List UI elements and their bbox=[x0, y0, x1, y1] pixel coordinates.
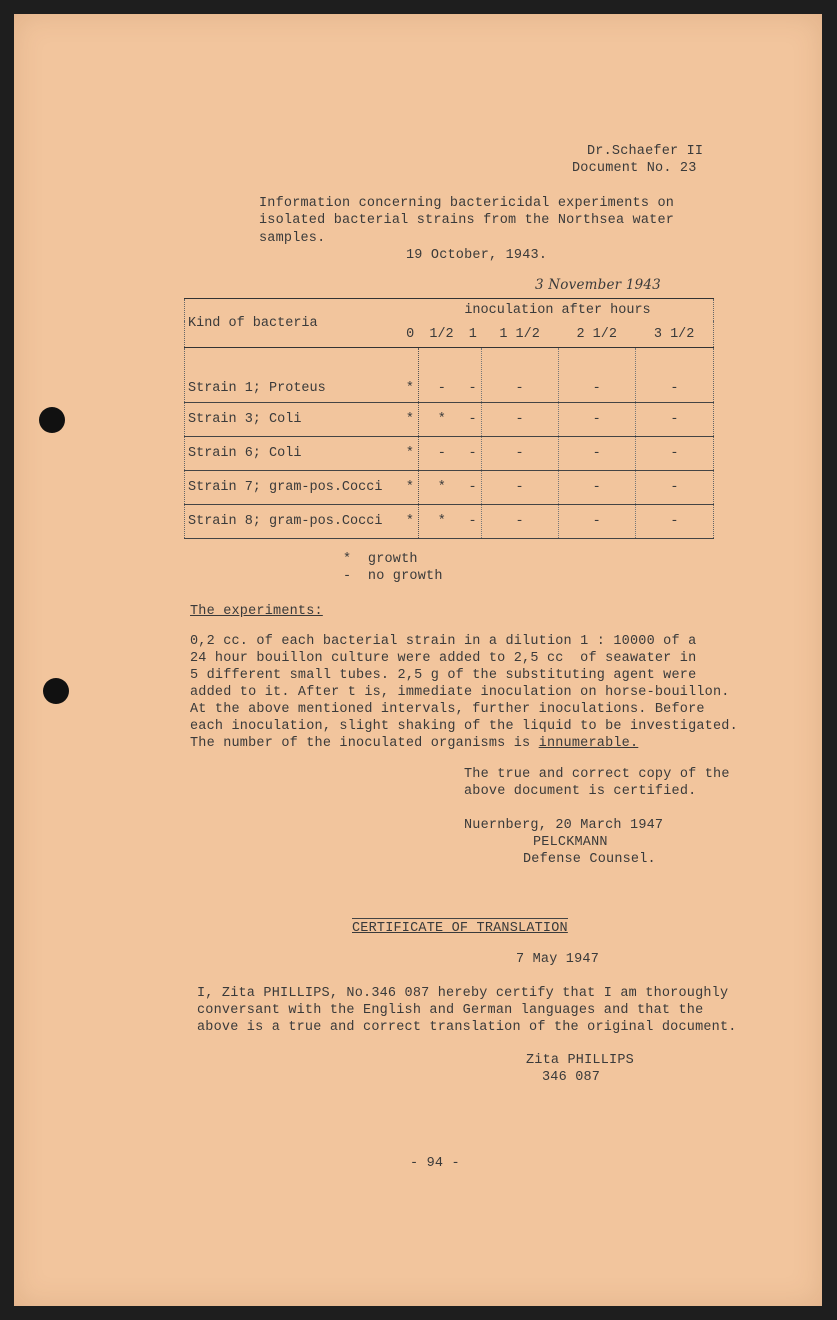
result-cell: * bbox=[418, 471, 464, 505]
legend-growth: * growth bbox=[343, 552, 418, 567]
certification-line: The true and correct copy of the bbox=[464, 767, 730, 782]
page-number: - 94 - bbox=[410, 1156, 460, 1171]
strain-name: Strain 6; Coli bbox=[185, 437, 403, 471]
translation-date: 7 May 1947 bbox=[516, 952, 600, 967]
title-line: Information concerning bactericidal experiments on bbox=[259, 196, 675, 211]
result-cell: - bbox=[635, 471, 713, 505]
certification-place-date: Nuernberg, 20 March 1947 bbox=[464, 818, 664, 833]
translation-line: above is a true and correct translation of the original document. bbox=[197, 1020, 737, 1035]
result-cell: * bbox=[402, 437, 418, 471]
result-cell: - bbox=[465, 403, 481, 437]
hour-header: 1 bbox=[465, 321, 481, 348]
experiments-line: 24 hour bouillon culture were added to 2,5 cc of seawater in bbox=[190, 651, 697, 666]
result-cell: - bbox=[635, 437, 713, 471]
table-row bbox=[185, 505, 714, 539]
result-cell: - bbox=[481, 403, 558, 437]
title-line: samples. bbox=[259, 231, 326, 246]
translator-name: Zita PHILLIPS bbox=[526, 1053, 634, 1068]
strain-name: Strain 3; Coli bbox=[185, 403, 403, 437]
bacteria-results-table bbox=[184, 298, 714, 539]
result-cell: - bbox=[558, 437, 635, 471]
result-cell: - bbox=[481, 348, 558, 403]
experiments-line-text: The number of the inoculated organisms is bbox=[190, 736, 539, 751]
result-cell: * bbox=[418, 505, 464, 539]
experiments-line bbox=[190, 735, 638, 752]
inoculation-header: inoculation after hours bbox=[402, 299, 714, 322]
experiments-line: 5 different small tubes. 2,5 g of the substituting agent were bbox=[190, 668, 697, 683]
title-date: 19 October, 1943. bbox=[406, 248, 548, 263]
document-reference-number: Document No. 23 bbox=[572, 161, 697, 176]
table-row bbox=[185, 348, 714, 403]
translation-heading: CERTIFICATE OF TRANSLATION bbox=[352, 918, 568, 937]
result-cell: - bbox=[418, 348, 464, 403]
certification-role: Defense Counsel. bbox=[523, 852, 656, 867]
result-cell: * bbox=[402, 471, 418, 505]
document-reference-author: Dr.Schaefer II bbox=[587, 144, 704, 159]
certification-name: PELCKMANN bbox=[533, 835, 608, 850]
result-cell: - bbox=[465, 348, 481, 403]
result-cell: - bbox=[558, 505, 635, 539]
strain-name: Strain 1; Proteus bbox=[185, 348, 403, 403]
strain-name: Strain 7; gram-pos.Cocci bbox=[185, 471, 403, 505]
hour-header: 3 1/2 bbox=[635, 321, 713, 348]
result-cell: - bbox=[465, 471, 481, 505]
table-row bbox=[185, 437, 714, 471]
result-cell: * bbox=[418, 403, 464, 437]
result-cell: - bbox=[481, 471, 558, 505]
handwritten-date: 3 November 1943 bbox=[535, 277, 661, 293]
hour-header: 1 1/2 bbox=[481, 321, 558, 348]
result-cell: - bbox=[481, 437, 558, 471]
result-cell: * bbox=[402, 505, 418, 539]
result-cell: - bbox=[558, 348, 635, 403]
hour-header: 2 1/2 bbox=[558, 321, 635, 348]
strain-name: Strain 8; gram-pos.Cocci bbox=[185, 505, 403, 539]
result-cell: * bbox=[402, 348, 418, 403]
result-cell: - bbox=[465, 505, 481, 539]
table-row bbox=[185, 471, 714, 505]
result-cell: - bbox=[635, 403, 713, 437]
experiments-line: each inoculation, slight shaking of the liquid to be investigated. bbox=[190, 719, 738, 734]
result-cell: - bbox=[558, 471, 635, 505]
innumerable-underlined: innumerable. bbox=[538, 736, 639, 751]
experiments-line: At the above mentioned intervals, further inoculations. Before bbox=[190, 702, 705, 717]
table-row bbox=[185, 403, 714, 437]
translation-line: I, Zita PHILLIPS, No.346 087 hereby certify that I am thoroughly bbox=[197, 986, 729, 1001]
experiments-line: added to it. After t is, immediate inoculation on horse-bouillon. bbox=[190, 685, 730, 700]
experiments-line: 0,2 cc. of each bacterial strain in a dilution 1 : 10000 of a bbox=[190, 634, 697, 649]
result-cell: - bbox=[635, 348, 713, 403]
experiments-heading: The experiments: bbox=[190, 604, 323, 619]
kind-header: Kind of bacteria bbox=[185, 299, 403, 348]
hour-header: 0 bbox=[402, 321, 418, 348]
punch-hole bbox=[43, 678, 69, 704]
legend-no-growth: - no growth bbox=[343, 569, 443, 584]
translation-line: conversant with the English and German languages and that the bbox=[197, 1003, 704, 1018]
result-cell: - bbox=[635, 505, 713, 539]
translator-number: 346 087 bbox=[542, 1070, 601, 1085]
result-cell: - bbox=[418, 437, 464, 471]
result-cell: - bbox=[465, 437, 481, 471]
certification-line: above document is certified. bbox=[464, 784, 697, 799]
result-cell: * bbox=[402, 403, 418, 437]
hour-header: 1/2 bbox=[418, 321, 464, 348]
title-line: isolated bacterial strains from the Northsea water bbox=[259, 213, 675, 228]
result-cell: - bbox=[481, 505, 558, 539]
punch-hole bbox=[39, 407, 65, 433]
result-cell: - bbox=[558, 403, 635, 437]
